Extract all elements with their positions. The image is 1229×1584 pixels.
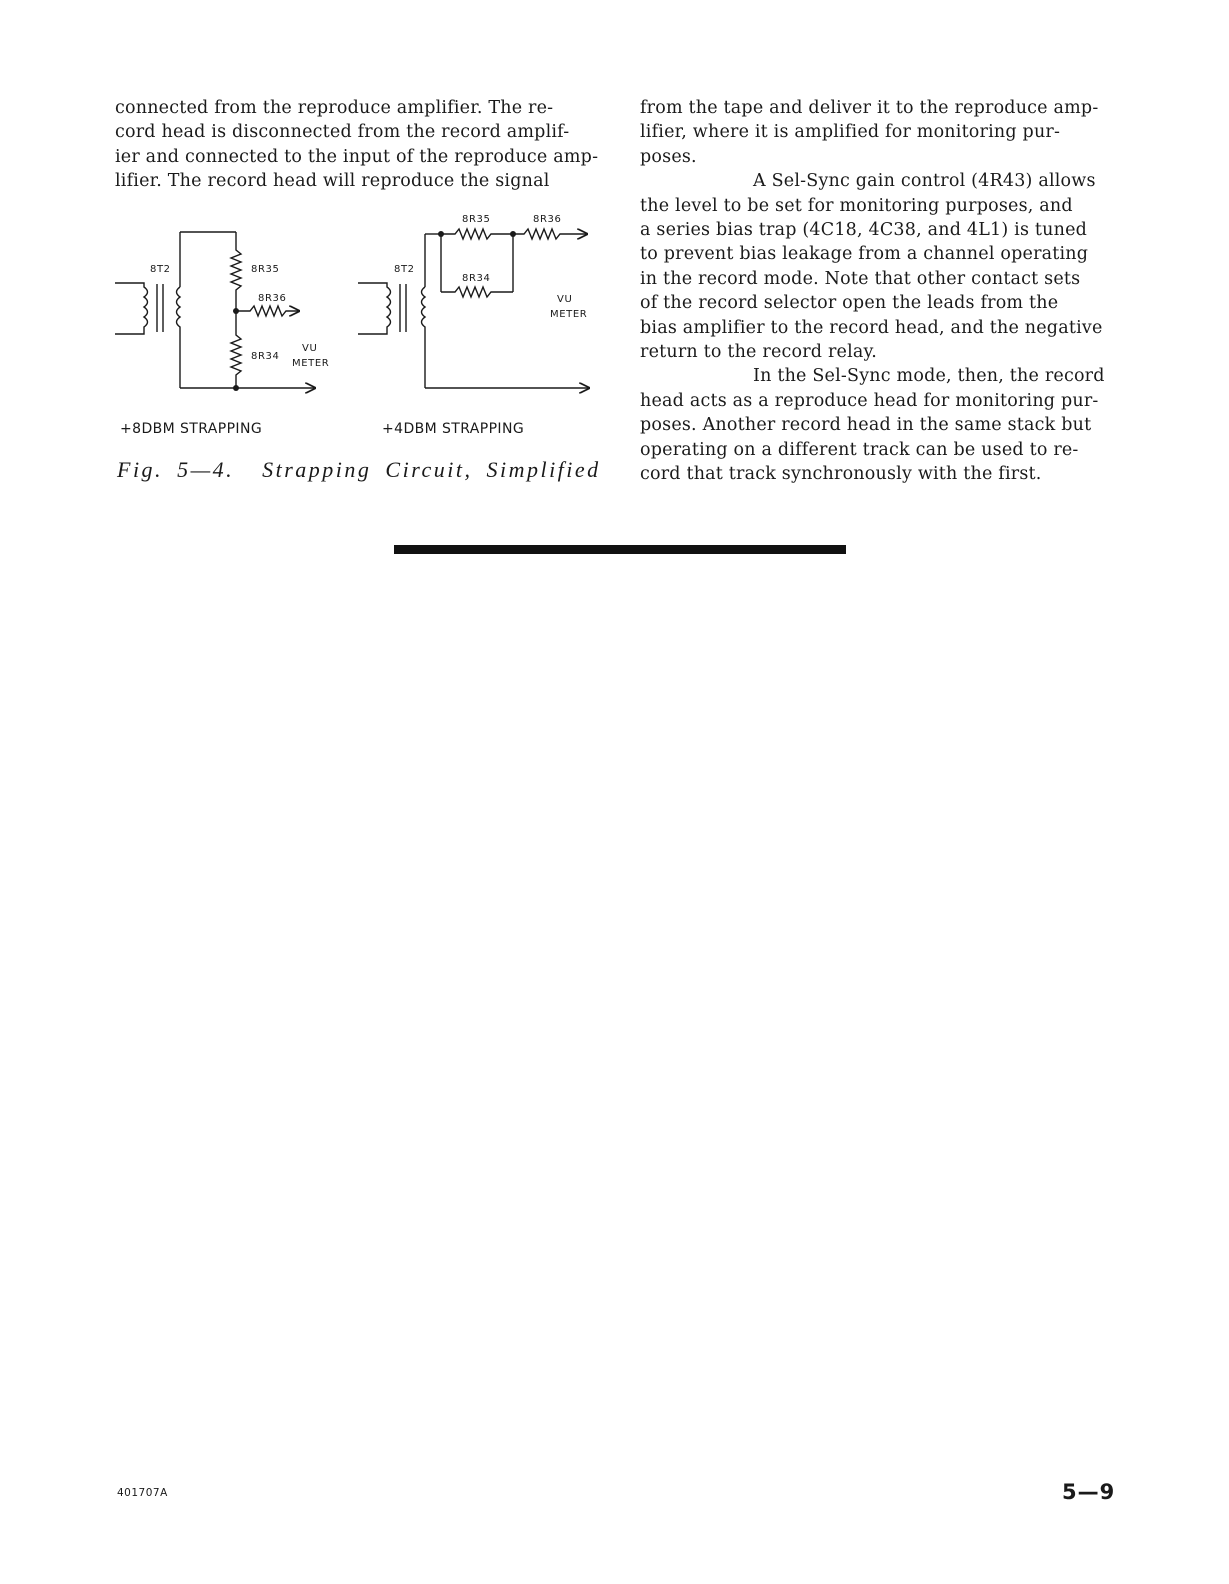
text-line: bias amplifier to the record head, and the negative bbox=[640, 317, 1103, 338]
resistor-label: 8R34 bbox=[462, 273, 491, 284]
text-line: poses. bbox=[640, 146, 697, 167]
text-line: head acts as a reproduce head for monitoring pur- bbox=[640, 390, 1099, 411]
text-line: lifier. The record head will reproduce the signal bbox=[115, 171, 550, 192]
caption-word: Simplified bbox=[486, 457, 601, 482]
text-line: A Sel-Sync gain control (4R43) allows bbox=[753, 171, 1096, 192]
text-line: the level to be set for monitoring purposes, and bbox=[640, 195, 1073, 216]
resistor-label: 8R35 bbox=[462, 214, 491, 225]
text-line: a series bias trap (4C18, 4C38, and 4L1) is tuned bbox=[640, 220, 1088, 241]
text-line: In the Sel-Sync mode, then, the record bbox=[753, 366, 1105, 387]
page-number: 5—9 bbox=[1062, 1480, 1116, 1504]
caption-fig: Fig. bbox=[117, 457, 164, 482]
paragraph bbox=[640, 364, 1140, 486]
resistor-label: 8R36 bbox=[533, 214, 562, 225]
text-line: ier and connected to the input of the reproduce amp- bbox=[115, 146, 599, 167]
text-line: lifier, where it is amplified for monitoring pur- bbox=[640, 122, 1061, 143]
figure-caption bbox=[117, 457, 601, 483]
text-line: return to the record relay. bbox=[640, 342, 878, 363]
text-line: in the record mode. Note that other contact sets bbox=[640, 268, 1081, 289]
section-divider bbox=[394, 545, 846, 554]
meter-label: METER bbox=[292, 358, 330, 369]
junction-dot bbox=[233, 385, 239, 391]
text-line: operating on a different track can be used to re- bbox=[640, 439, 1079, 460]
strapping-circuit-schematic bbox=[110, 205, 610, 440]
text-line: to prevent bias leakage from a channel operating bbox=[640, 244, 1089, 265]
resistor-label: 8R35 bbox=[251, 264, 280, 275]
text-line: cord that track synchronously with the first. bbox=[640, 464, 1042, 485]
caption-word: Circuit, bbox=[385, 457, 473, 482]
junction-dot bbox=[438, 231, 444, 237]
meter-label: VU bbox=[557, 294, 573, 305]
resistor-label: 8R36 bbox=[258, 293, 287, 304]
junction-dot bbox=[510, 231, 516, 237]
paragraph bbox=[640, 169, 1140, 364]
caption-word: Strapping bbox=[262, 457, 372, 482]
transformer-label: 8T2 bbox=[394, 264, 415, 275]
caption-number: 5—4. bbox=[177, 457, 235, 482]
left-diagram bbox=[115, 232, 316, 388]
junction-dot bbox=[233, 308, 239, 314]
meter-label: VU bbox=[302, 343, 318, 354]
text-line: cord head is disconnected from the record amplif- bbox=[115, 122, 570, 143]
paragraph bbox=[640, 96, 1140, 169]
text-line: connected from the reproduce amplifier. The re- bbox=[115, 98, 554, 118]
text-line: poses. Another record head in the same stack but bbox=[640, 415, 1092, 436]
meter-label: METER bbox=[550, 309, 588, 320]
strapping-label: +8DBM STRAPPING bbox=[120, 421, 263, 437]
resistor-label: 8R34 bbox=[251, 351, 280, 362]
strapping-label: +4DBM STRAPPING bbox=[382, 421, 525, 437]
text-line: of the record selector open the leads from the bbox=[640, 293, 1059, 314]
text-line: from the tape and deliver it to the reproduce amp- bbox=[640, 98, 1099, 118]
left-column bbox=[115, 96, 615, 194]
right-column bbox=[640, 96, 1140, 487]
document-number: 401707A bbox=[117, 1487, 168, 1499]
transformer-label: 8T2 bbox=[150, 264, 171, 275]
